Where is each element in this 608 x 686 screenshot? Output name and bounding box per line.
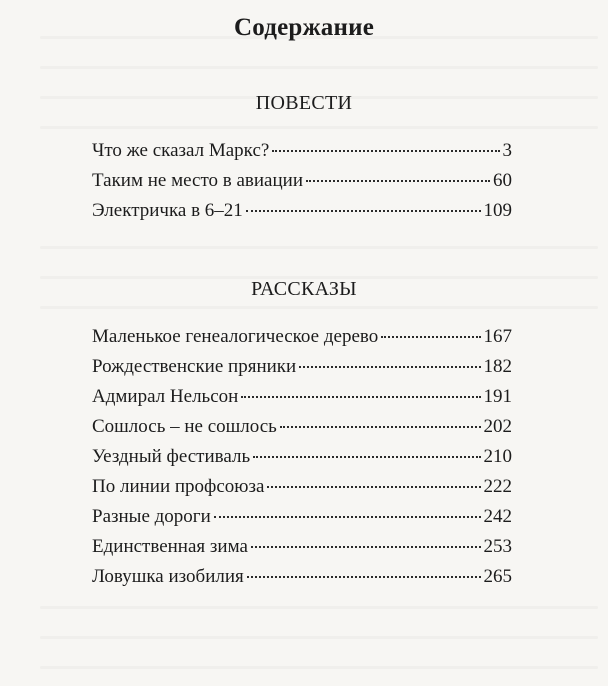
- section-heading-rasskazy: РАССКАЗЫ: [251, 278, 357, 300]
- toc-entry-title: По линии профсоюза: [92, 476, 265, 497]
- dot-leader: [267, 486, 480, 488]
- toc-entry-title: Что же сказал Маркс?: [92, 140, 270, 161]
- dot-leader: [247, 576, 481, 578]
- toc-entry[interactable]: [92, 386, 512, 416]
- toc-entry-title: Уездный фестиваль: [92, 446, 251, 467]
- toc-entry[interactable]: [92, 170, 512, 200]
- toc-entry-page: 253: [483, 536, 512, 557]
- bleed-through: [40, 66, 598, 69]
- toc-entry-title: Маленькое генеалогическое дерево: [92, 326, 379, 347]
- dot-leader: [272, 150, 499, 152]
- bleed-through: [40, 306, 598, 309]
- section-heading-povesti: ПОВЕСТИ: [255, 92, 353, 114]
- toc-entry-page: 60: [493, 170, 512, 191]
- toc-entry[interactable]: [92, 506, 512, 536]
- toc-entry-page: 202: [483, 416, 512, 437]
- toc-entry-title: Адмирал Нельсон: [92, 386, 239, 407]
- dot-leader: [241, 396, 480, 398]
- dot-leader: [214, 516, 481, 518]
- bleed-through: [40, 126, 598, 129]
- toc-entry-title: Таким не место в авиации: [92, 170, 303, 191]
- dot-leader: [251, 546, 481, 548]
- toc-entry[interactable]: [92, 200, 512, 230]
- toc-entry[interactable]: [92, 566, 512, 596]
- toc-entry-title: Разные дороги: [92, 506, 211, 527]
- dot-leader: [280, 426, 481, 428]
- toc-entry-title: Единственная зима: [92, 536, 248, 557]
- toc-entry-title: Ловушка изобилия: [92, 566, 244, 587]
- dot-leader: [253, 456, 480, 458]
- toc-entry[interactable]: [92, 416, 512, 446]
- toc-entry-page: 191: [483, 386, 512, 407]
- bleed-through: [40, 246, 598, 249]
- toc-entry-page: 182: [483, 356, 512, 377]
- dot-leader: [246, 210, 481, 212]
- toc-entry[interactable]: [92, 446, 512, 476]
- toc-entry-page: 265: [483, 566, 512, 587]
- toc-entry-page: 242: [483, 506, 512, 527]
- toc-entry[interactable]: [92, 536, 512, 566]
- dot-leader: [381, 336, 480, 338]
- toc-list-rasskazy: [92, 326, 512, 596]
- bleed-through: [40, 606, 598, 609]
- dot-leader: [306, 180, 490, 182]
- toc-entry-title: Электричка в 6–21: [92, 200, 243, 221]
- dot-leader: [299, 366, 480, 368]
- toc-entry-page: 3: [502, 140, 512, 161]
- toc-entry[interactable]: [92, 326, 512, 356]
- toc-entry[interactable]: [92, 476, 512, 506]
- toc-entry-page: 167: [483, 326, 512, 347]
- toc-entry-page: 210: [483, 446, 512, 467]
- page-title: Содержание: [233, 14, 374, 41]
- toc-entry[interactable]: [92, 140, 512, 170]
- bleed-through: [40, 636, 598, 639]
- toc-list-povesti: [92, 140, 512, 230]
- toc-entry-title: Сошлось – не сошлось: [92, 416, 277, 437]
- toc-entry-title: Рождественские пряники: [92, 356, 297, 377]
- toc-entry[interactable]: [92, 356, 512, 386]
- bleed-through: [40, 666, 598, 669]
- toc-entry-page: 109: [483, 200, 512, 221]
- toc-entry-page: 222: [483, 476, 512, 497]
